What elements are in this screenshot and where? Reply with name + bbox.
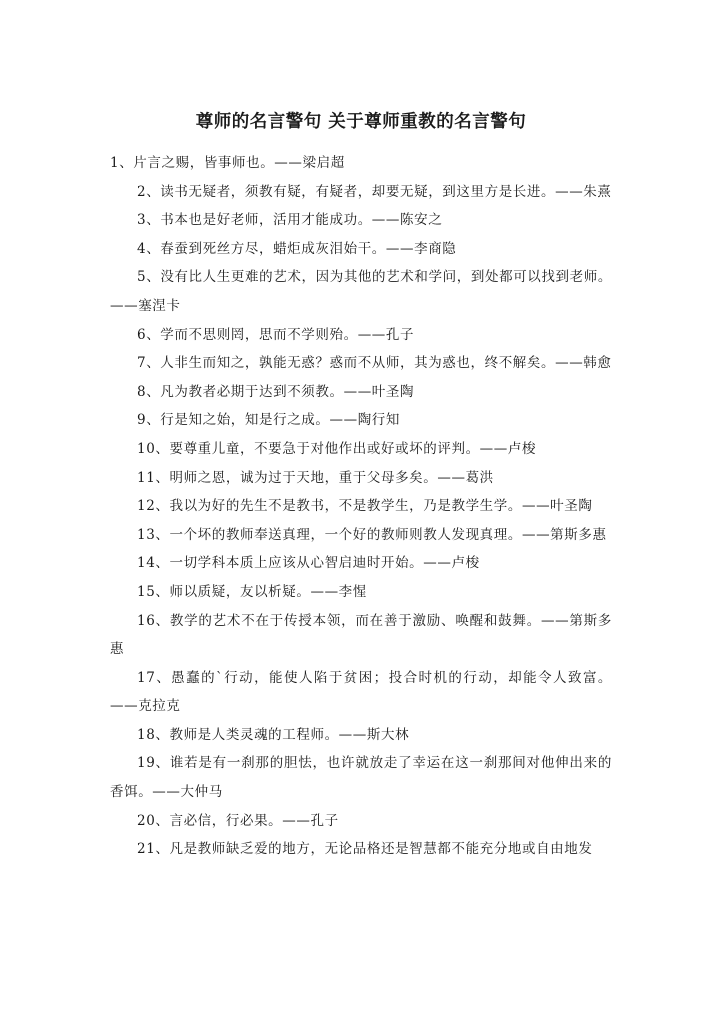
- quote-item: 11、明师之恩，诚为过于天地，重于父母多矣。——葛洪: [137, 469, 494, 486]
- document-title: 尊师的名言警句 关于尊师重教的名言警句: [195, 112, 527, 132]
- quote-item: 16、教学的艺术不在于传授本领，而在善于激励、唤醒和鼓舞。——第斯多惠: [110, 612, 612, 658]
- quote-item: 6、学而不思则罔，思而不学则殆。——孔子: [137, 326, 415, 343]
- quote-item: 17、愚蠢的`行动，能使人陷于贫困；投合时机的行动，却能令人致富。——克拉克: [110, 669, 612, 715]
- quote-item: 4、春蚕到死丝方尽，蜡炬成灰泪始干。——李商隐: [137, 240, 457, 257]
- quote-item: 18、教师是人类灵魂的工程师。——斯大林: [137, 726, 410, 743]
- quote-item: 10、要尊重儿童，不要急于对他作出或好或坏的评判。——卢梭: [137, 440, 537, 457]
- quote-item: 20、言必信，行必果。——孔子: [137, 812, 339, 829]
- quote-item: 19、谁若是有一刹那的胆怯，也许就放走了幸运在这一刹那间对他伸出来的香饵。——大仲马: [110, 755, 612, 801]
- quote-item: 15、师以质疑，友以析疑。——李惺: [137, 583, 367, 600]
- quote-item: 7、人非生而知之，孰能无惑？惑而不从师，其为惑也，终不解矣。——韩愈: [137, 355, 612, 372]
- quote-item: 12、我以为好的先生不是教书，不是教学生，乃是教学生学。——叶圣陶: [137, 498, 593, 515]
- quote-item: 2、读书无疑者，须教有疑，有疑者，却要无疑，到这里方是长进。——朱熹: [137, 183, 612, 200]
- quote-item: 1、片言之赐，皆事师也。——梁启超: [110, 155, 345, 171]
- quote-item: 13、一个坏的教师奉送真理，一个好的教师则教人发现真理。——第斯多惠: [137, 526, 607, 543]
- quote-item: 8、凡为教者必期于达到不须教。——叶圣陶: [137, 383, 415, 400]
- quote-item: 9、行是知之始，知是行之成。——陶行知: [137, 412, 400, 429]
- quote-item: 14、一切学科本质上应该从心智启迪时开始。——卢梭: [137, 555, 480, 572]
- document-page: [110, 108, 612, 864]
- quote-item: 3、书本也是好老师，活用才能成功。——陈安之: [137, 212, 443, 229]
- quote-item: 5、没有比人生更难的艺术，因为其他的艺术和学问，到处都可以找到老师。——塞涅卡: [110, 269, 612, 314]
- quote-item: 21、凡是教师缺乏爱的地方，无论品格还是智慧都不能充分地或自由地发: [137, 841, 593, 858]
